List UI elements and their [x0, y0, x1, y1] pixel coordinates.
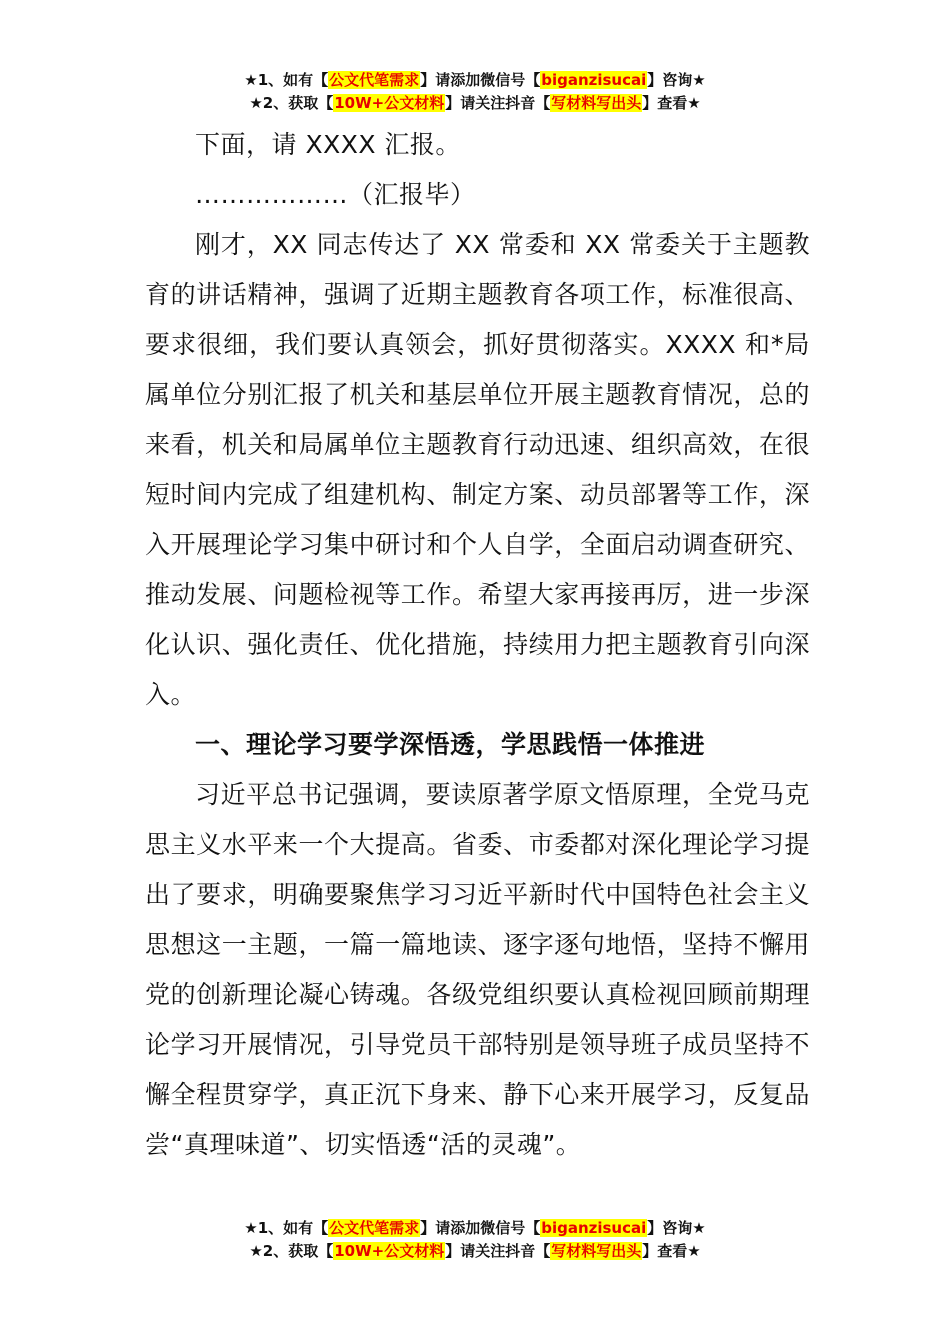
banner-text: 】咨询★ — [647, 1219, 706, 1237]
banner-text: 】请添加微信号【 — [420, 1219, 541, 1237]
bottom-banner — [0, 1217, 950, 1263]
banner-line-1 — [0, 1217, 950, 1240]
banner-line-2 — [0, 1240, 950, 1263]
banner-text: ★2、获取【 — [249, 1242, 334, 1260]
banner-text: ★1、如有【 — [244, 1219, 329, 1237]
banner-text: 】请关注抖音【 — [445, 94, 551, 112]
paragraph: 下面，请 XXXX 汇报。 — [195, 130, 461, 159]
highlighted-wechat-id: biganzisucai — [541, 71, 647, 89]
section-heading: 一、理论学习要学深悟透，学思践悟一体推进 — [195, 730, 706, 759]
paragraph: ………………（汇报毕） — [195, 180, 476, 209]
banner-text: 】查看★ — [642, 1242, 701, 1260]
banner-line-2 — [0, 92, 950, 115]
banner-text: 】查看★ — [642, 94, 701, 112]
highlighted-wechat-id: biganzisucai — [541, 1219, 647, 1237]
banner-text: ★2、获取【 — [249, 94, 334, 112]
paragraph: 刚才，XX 同志传达了 XX 常委和 XX 常委关于主题教育的讲话精神，强调了近期主题教育各项工作，标准很高、要求很细，我们要认真领会，抓好贯彻落实。XXXX 和*局属单位分别汇报了机关和基层单位开展主题教育情况，总的来看，机关和局属单位主题教育行动迅速、组织高效，在很短时间内完成了组建机构、制定方案、动员部署等工作，深入开展理论学习集中研讨和个人自学，全面启动调查研究、推动发展、问题检视等工作。希望大家再接再厉，进一步深化认识、强化责任、优化措施，持续用力把主题教育引向深入。 — [145, 230, 810, 709]
top-banner — [0, 69, 950, 115]
highlighted-text: 公文代笔需求 — [329, 1219, 420, 1237]
banner-text: 】咨询★ — [647, 71, 706, 89]
banner-text: 】请关注抖音【 — [445, 1242, 551, 1260]
banner-text: 】请添加微信号【 — [420, 71, 541, 89]
highlighted-text: 10W+公文材料 — [334, 1242, 445, 1260]
document-body — [145, 120, 810, 1170]
highlighted-douyin-account: 写材料写出头 — [551, 94, 642, 112]
highlighted-douyin-account: 写材料写出头 — [551, 1242, 642, 1260]
paragraph: 习近平总书记强调，要读原著学原文悟原理，全党马克思主义水平来一个大提高。省委、市委都对深化理论学习提出了要求，明确要聚焦学习习近平新时代中国特色社会主义思想这一主题，一篇一篇地读、逐字逐句地悟，坚持不懈用党的创新理论凝心铸魂。各级党组织要认真检视回顾前期理论学习开展情况，引导党员干部特别是领导班子成员坚持不懈全程贯穿学，真正沉下身来、静下心来开展学习，反复品尝“真理味道”、切实悟透“活的灵魂”。 — [145, 780, 810, 1159]
highlighted-text: 10W+公文材料 — [334, 94, 445, 112]
banner-line-1 — [0, 69, 950, 92]
highlighted-text: 公文代笔需求 — [329, 71, 420, 89]
banner-text: ★1、如有【 — [244, 71, 329, 89]
